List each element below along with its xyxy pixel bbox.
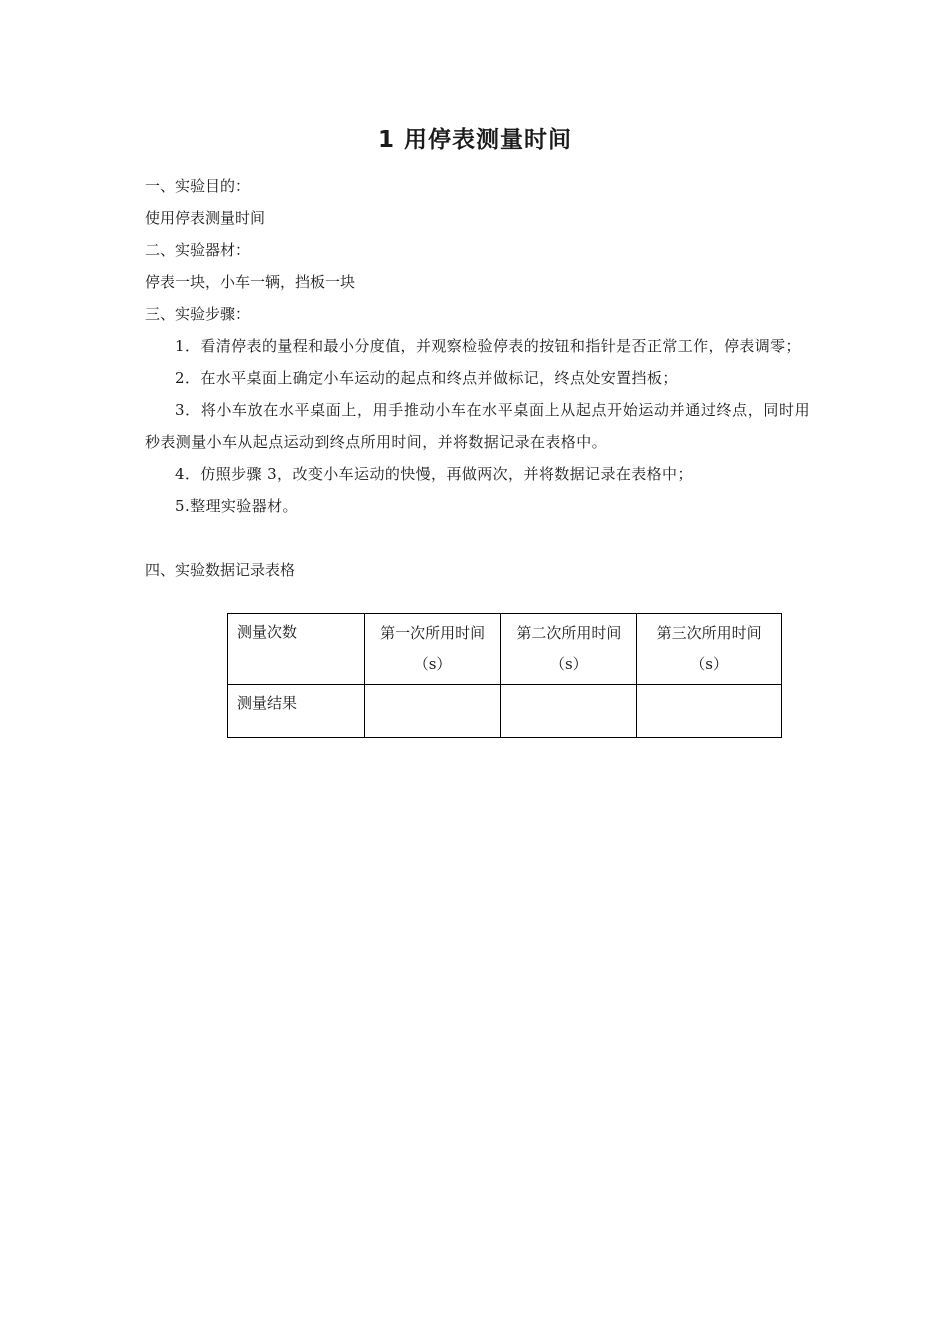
result-cell-third <box>637 685 782 738</box>
header-second-unit: （s） <box>549 655 588 673</box>
step-4: 4．仿照步骤 3，改变小车运动的快慢，再做两次，并将数据记录在表格中； <box>175 465 693 483</box>
steps-heading: 三、实验步骤： <box>145 305 251 323</box>
header-cell-first <box>364 614 501 685</box>
header-cell-second <box>501 614 637 685</box>
header-cell-label <box>228 614 365 685</box>
row-label-cell <box>228 685 365 738</box>
spacer <box>145 522 810 554</box>
header-third-text: 第三次所用时间 <box>656 624 762 642</box>
header-cell-third <box>637 614 782 685</box>
table-header-row <box>228 614 782 685</box>
purpose-text: 使用停表测量时间 <box>145 209 266 227</box>
header-label-text: 测量次数 <box>237 623 298 641</box>
step-5: 5.整理实验器材。 <box>175 497 298 515</box>
table-row <box>228 685 782 738</box>
materials-heading: 二、实验器材： <box>145 241 251 259</box>
header-second-text: 第二次所用时间 <box>516 624 622 642</box>
header-first-text: 第一次所用时间 <box>380 624 486 642</box>
data-record-table <box>227 613 782 738</box>
row-label-text: 测量结果 <box>237 694 298 712</box>
result-cell-second <box>501 685 637 738</box>
step-2: 2．在水平桌面上确定小车运动的起点和终点并做标记，终点处安置挡板； <box>175 369 678 387</box>
page-title: 1 用停表测量时间 <box>377 127 572 153</box>
materials-text: 停表一块，小车一辆，挡板一块 <box>145 273 356 291</box>
step-1: 1．看清停表的量程和最小分度值，并观察检验停表的按钮和指针是否正常工作，停表调零； <box>175 337 801 355</box>
header-third-unit: （s） <box>690 655 728 673</box>
result-cell-first <box>364 685 501 738</box>
header-first-unit: （s） <box>413 655 452 673</box>
purpose-heading: 一、实验目的： <box>145 177 251 195</box>
table-heading: 四、实验数据记录表格 <box>145 561 296 579</box>
step-3: 3．将小车放在水平桌面上，用手推动小车在水平桌面上从起点开始运动并通过终点，同时用秒表测量小车从起点运动到终点所用时间，并将数据记录在表格中。 <box>145 401 810 451</box>
document-body <box>145 170 810 586</box>
